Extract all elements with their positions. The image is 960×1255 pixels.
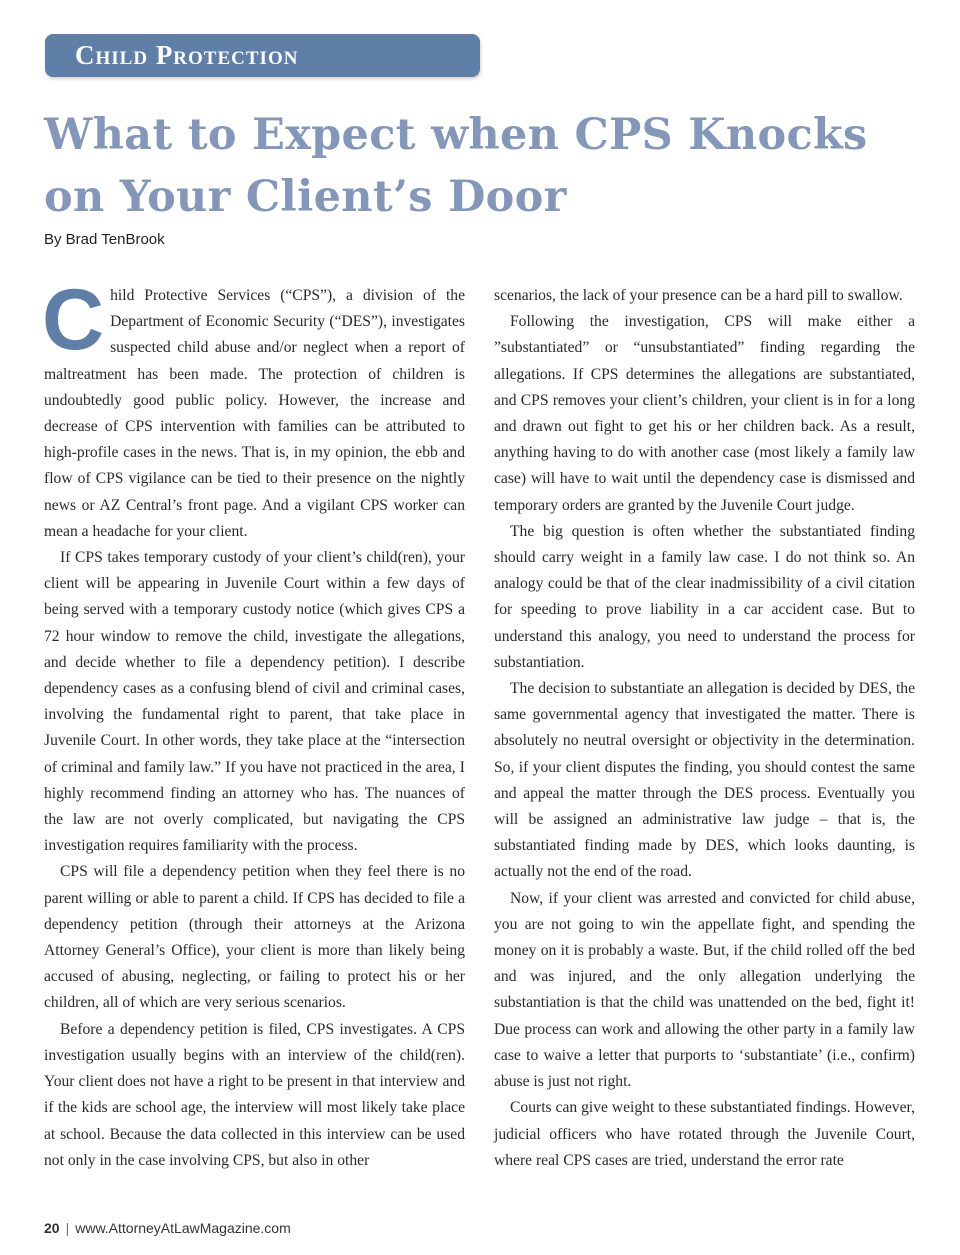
paragraph: Now, if your client was arrested and convicted for child abuse, you are not going to win the appellate fight, and spending the money on it is probably a waste. But, if the child rolled off the bed and was injured, and the only allegation underlying the substantiation is that the child was unattended on the bed, fight it! Due process can work and allowing the other party in a family law case to waive a letter that purports to ‘substantiate’ (i.e., confirm) abuse is just not right. bbox=[494, 889, 915, 1091]
page-number: 20 bbox=[44, 1220, 60, 1236]
footer-separator: | bbox=[65, 1220, 70, 1236]
article-title: What to Expect when CPS Knocks on Your Client’s Door bbox=[44, 110, 868, 222]
article-column-right bbox=[494, 283, 915, 1174]
paragraph-text: hild Protective Services (“CPS”), a division of the Department of Economic Security (“DES”), investigates suspected child abuse and/or neglect when a report of maltreatment has been made. The protection of children is undoubtedly good public policy. However, the increase and decrease of CPS intervention with families can be attributed to high-profile cases in the news. That is, in my opinion, the ebb and flow of CPS vigilance can be tied to their presence on the nightly news or AZ Central’s front page. And a vigilant CPS worker can mean a headache for your client. bbox=[44, 287, 465, 540]
paragraph: If CPS takes temporary custody of your client’s child(ren), your client will be appearing in Juvenile Court within a few days of being served with a temporary custody notice (which gives CPS a 72 hour window to remove the child, investigate the allegations, and decide whether to file a dependency petition). I describe dependency cases as a confusing blend of civil and criminal cases, involving the fundamental right to parent, that take place in Juvenile Court. In other words, they take place at the “intersection of criminal and family law.” If you have not practiced in the area, I highly recommend finding an attorney who has. The nuances of the law are not overly complicated, but navigating the CPS investigation requires familiarity with the process. bbox=[44, 549, 465, 855]
paragraph: scenarios, the lack of your presence can be a hard pill to swallow. bbox=[494, 287, 903, 304]
paragraph: Before a dependency petition is filed, CPS investigates. A CPS investigation usually begins with an interview of the child(ren). Your client does not have a right to be present in that interview and if the kids are school age, the interview will most likely take place at school. Because the data collected in this interview can be used not only in the case involving CPS, but also in other bbox=[44, 1020, 465, 1169]
paragraph: The big question is often whether the substantiated finding should carry weight in a family law case. I do not think so. An analogy could be that of the clear inadmissibility of a civil citation for speeding to prove liability in a car accident case. But to understand this analogy, you need to understand the process for substantiation. bbox=[494, 522, 915, 671]
footer-website: www.AttorneyAtLawMagazine.com bbox=[75, 1220, 291, 1236]
paragraph: CPS will file a dependency petition when they feel there is no parent willing or able to parent a child. If CPS has decided to file a dependency petition (through their attorneys at the Arizona Attorney General’s Office), your client is more than likely being accused of abusing, neglecting, or failing to protect his or her children, all of which are very serious scenarios. bbox=[44, 863, 465, 1012]
section-header-tab bbox=[45, 34, 480, 77]
paragraph: Following the investigation, CPS will make either a ”substantiated” or “unsubstantiated” finding regarding the allegations. If CPS determines the allegations are substantiated, and CPS removes your client’s children, your client is in for a long and drawn out fight to get his or her children back. As a result, anything having to do with another case (most likely a family law case) will have to wait until the dependency case is dismissed and temporary orders are granted by the Juvenile Court judge. bbox=[494, 313, 915, 514]
paragraph: Courts can give weight to these substantiated findings. However, judicial officers who have rotated through the Juvenile Court, where real CPS cases are tried, understand the error rate bbox=[494, 1099, 915, 1169]
page-footer bbox=[44, 1220, 291, 1236]
drop-cap: C bbox=[42, 272, 105, 368]
article-column-left bbox=[42, 272, 465, 1174]
paragraph bbox=[42, 272, 465, 545]
paragraph: The decision to substantiate an allegation is decided by DES, the same governmental agency that investigated the matter. There is absolutely no neutral oversight or objectivity in the determination. So, if your client disputes the finding, you should contest the same and appeal the matter through the DES process. Eventually you will be assigned an administrative law judge – that is, the substantiated finding made by DES, which looks daunting, is actually not the end of the road. bbox=[494, 680, 915, 881]
byline: By Brad TenBrook bbox=[44, 231, 165, 248]
section-label: Child Protection bbox=[75, 40, 299, 70]
